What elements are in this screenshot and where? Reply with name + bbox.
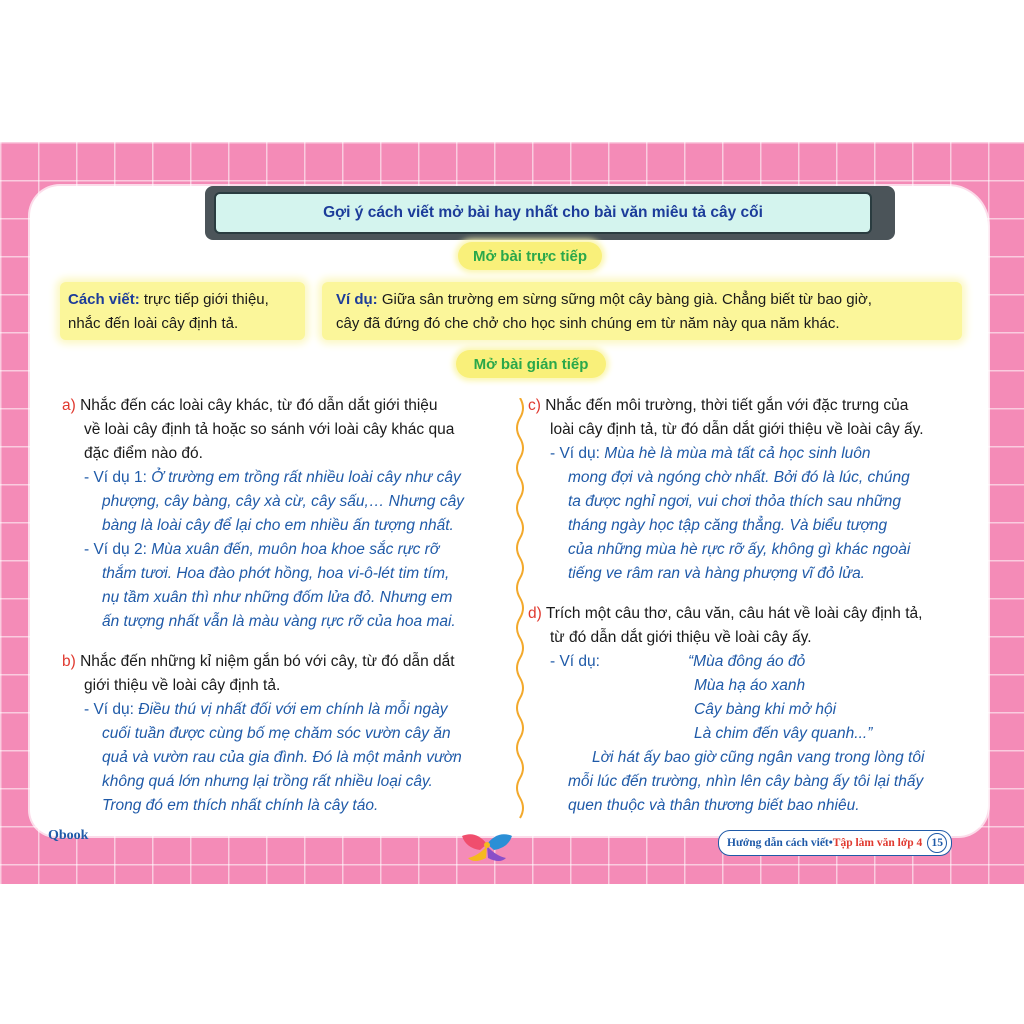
title-banner [214, 192, 872, 234]
a-line-1: Nhắc đến các loài cây khác, từ đó dẫn dắt giới thiệu [75, 397, 438, 414]
poem-line-4: Là chim đến vây quanh...” [694, 725, 873, 742]
d-ex-prefix: - Ví dụ: [550, 653, 600, 670]
method-line-2: nhắc đến loài cây định tả. [68, 315, 239, 332]
marker-a: a) [62, 397, 76, 414]
right-column [528, 394, 980, 818]
b-ex-line-3: quả và vườn rau của gia đình. Đó là một mảnh vườn [102, 749, 462, 766]
d-after-line-2: mỗi lúc đến trường, nhìn lên cây bàng ấy tôi lại thấy [568, 773, 924, 790]
b-ex-line-5: Trong đó em thích nhất chính là cây táo. [102, 797, 379, 814]
left-column [62, 394, 512, 818]
a-line-3: đặc điểm nào đó. [84, 445, 203, 462]
b-ex-line-1: Điều thú vị nhất đối với em chính là mỗi ngày [138, 701, 448, 718]
page-footer [718, 830, 952, 856]
c-ex-line-6: tiếng ve râm ran và hàng phượng vĩ đỏ lửa. [568, 565, 865, 582]
footer-book-title: Tập làm văn lớp 4 [832, 837, 923, 849]
a-ex2-line-4: ấn tượng nhất vẫn là màu vàng rực rỡ của hoa mai. [102, 613, 456, 630]
d-after-line-1: Lời hát ấy bao giờ cũng ngân vang trong lòng tôi [592, 749, 925, 766]
poem-line-3: Cây bàng khi mở hội [694, 701, 837, 718]
marker-c: c) [528, 397, 541, 414]
a-ex1-line-2: phượng, cây bàng, cây xà cừ, cây sấu,… Nhưng cây [102, 493, 464, 510]
marker-d: d) [528, 605, 542, 622]
publisher-logo [48, 828, 88, 844]
a-ex1-line-3: bàng là loài cây để lại cho em nhiều ấn tượng nhất. [102, 517, 454, 534]
example-label: Ví dụ: [336, 291, 378, 308]
a-ex2-line-2: thắm tươi. Hoa đào phớt hồng, hoa vi-ô-lét tim tím, [102, 565, 450, 582]
item-a [62, 394, 512, 418]
d-after-line-3: quen thuộc và thân thương biết bao nhiêu. [568, 797, 860, 814]
logo-text: Qbook [48, 828, 89, 843]
b-ex-line-4: không quá lớn nhưng lại trồng rất nhiều loại cây. [102, 773, 433, 790]
c-ex-prefix: - Ví dụ: [550, 445, 605, 462]
a-line-2: về loài cây định tả hoặc so sánh với loài cây khác qua [84, 421, 455, 438]
c-ex-line-5: của những mùa hè rực rỡ ấy, không gì khác ngoài [568, 541, 911, 558]
marker-b: b) [62, 653, 76, 670]
butterfly-emblem-icon [458, 830, 516, 864]
d-line-1: Trích một câu thơ, câu văn, câu hát về loài cây định tả, [541, 605, 923, 622]
c-line-2: loài cây định tả, từ đó dẫn dắt giới thiệu về loài cây ấy. [550, 421, 924, 438]
page-number: 15 [927, 833, 947, 853]
method-label: Cách viết: [68, 291, 140, 308]
example-line-1: Giữa sân trường em sừng sững một cây bàng già. Chẳng biết từ bao giờ, [377, 291, 872, 308]
a-ex1-line-1: Ở trường em trồng rất nhiều loài cây như cây [151, 469, 461, 486]
method-text [68, 288, 308, 336]
b-ex-prefix: - Ví dụ: [84, 701, 139, 718]
footer-guide: Hướng dẫn cách viết [727, 837, 829, 849]
a-ex2-line-3: nụ tầm xuân thì như những đốm lửa đỏ. Nhưng em [102, 589, 453, 606]
heading-indirect-label: Mở bài gián tiếp [473, 355, 589, 373]
a-ex2-prefix: - Ví dụ 2: [84, 541, 152, 558]
heading-direct-label: Mở bài trực tiếp [472, 247, 588, 265]
heading-indirect [456, 350, 606, 378]
method-line-1: trực tiếp giới thiệu, [139, 291, 269, 308]
example-line-2: cây đã đứng đó che chở cho học sinh chúng em từ năm này qua năm khác. [336, 315, 840, 332]
c-ex-line-1: Mùa hè là mùa mà tất cả học sinh luôn [604, 445, 871, 462]
poem-line-1: “Mùa đông áo đỏ [688, 653, 806, 670]
d-line-2: từ đó dẫn dắt giới thiệu về loài cây ấy. [550, 629, 812, 646]
poem-line-2: Mùa hạ áo xanh [694, 677, 806, 694]
heading-direct [458, 242, 602, 270]
wavy-divider [510, 398, 530, 828]
footer-separator: • [828, 837, 833, 849]
b-line-1: Nhắc đến những kỉ niệm gắn bó với cây, từ đó dẫn dắt [75, 653, 455, 670]
c-ex-line-3: ta được nghỉ ngơi, vui chơi thỏa thích sau những [568, 493, 901, 510]
item-d [528, 602, 980, 626]
c-ex-line-4: tháng ngày học tập căng thẳng. Và biểu tượng [568, 517, 888, 534]
c-line-1: Nhắc đến môi trường, thời tiết gắn với đặc trưng của [540, 397, 909, 414]
a-ex1-prefix: - Ví dụ 1: [84, 469, 152, 486]
example-text [336, 288, 962, 336]
b-line-2: giới thiệu về loài cây định tả. [84, 677, 281, 694]
b-ex-line-2: cuối tuần được cùng bố mẹ chăm sóc vườn cây ăn [102, 725, 451, 742]
a-ex2-line-1: Mùa xuân đến, muôn hoa khoe sắc rực rỡ [151, 541, 440, 558]
item-b [62, 650, 512, 674]
c-ex-line-2: mong đợi và ngóng chờ nhất. Bởi đó là lúc, chúng [568, 469, 910, 486]
item-c [528, 394, 980, 418]
page-title: Gợi ý cách viết mở bài hay nhất cho bài văn miêu tả cây cối [323, 204, 763, 221]
